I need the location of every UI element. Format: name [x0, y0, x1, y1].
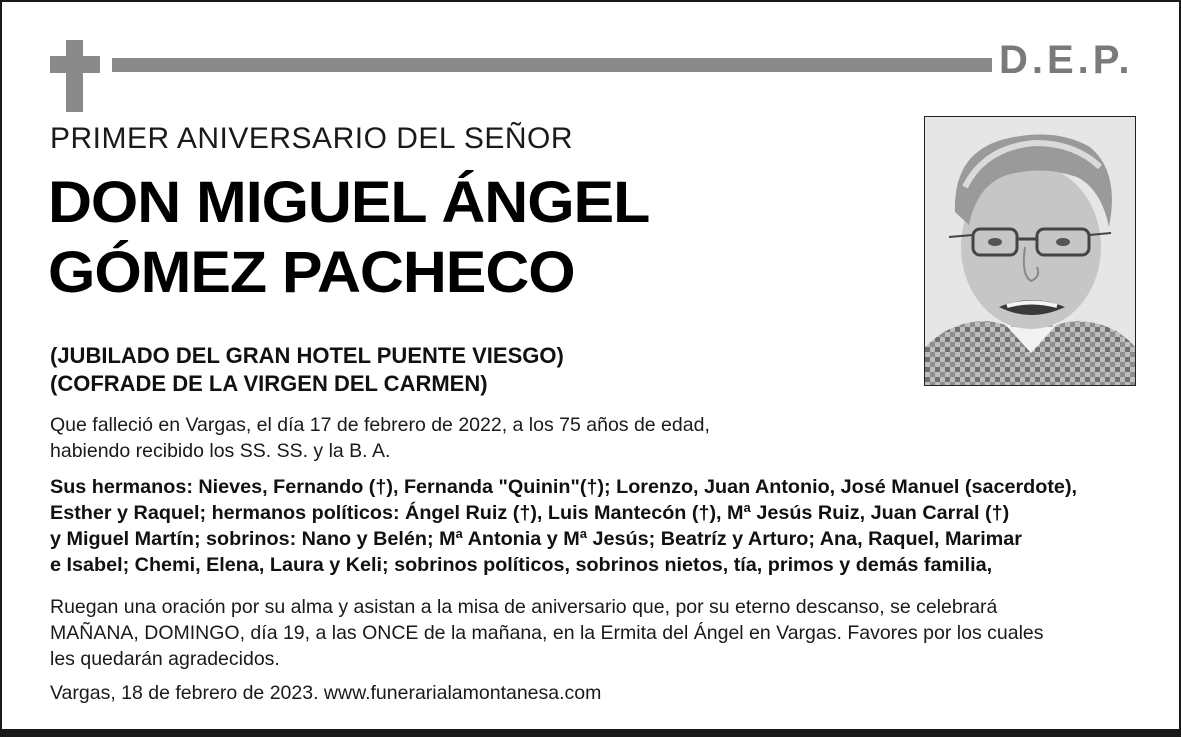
footer-line: Vargas, 18 de febrero de 2023. www.funerarialamontanesa.com [50, 682, 602, 704]
deceased-name [48, 168, 650, 308]
roles [50, 342, 564, 398]
role-line-1: (JUBILADO DEL GRAN HOTEL PUENTE VIESGO) [50, 343, 564, 368]
name-line-2: GÓMEZ PACHECO [48, 240, 575, 305]
family-line: e Isabel; Chemi, Elena, Laura y Keli; sobrinos políticos, sobrinos nietos, tía, primos y demás familia, [50, 554, 993, 576]
family-line: Esther y Raquel; hermanos políticos: Ángel Ruiz (†), Luis Mantecón (†), Mª Jesús Ruiz, Juan Carral (†) [50, 502, 1010, 524]
death-details [50, 412, 910, 464]
request-line: les quedarán agradecidos. [50, 648, 280, 670]
role-line-2: (COFRADE DE LA VIRGEN DEL CARMEN) [50, 371, 488, 396]
cross-icon [50, 40, 100, 112]
family-list [50, 474, 1140, 578]
family-line: y Miguel Martín; sobrinos: Nano y Belén; Mª Antonia y Mª Jesús; Beatríz y Arturo; Ana, Raquel, Marimar [50, 528, 1022, 550]
dep-label: D.E.P. [999, 38, 1134, 82]
mass-request [50, 594, 1150, 672]
intro-line-2: habiendo recibido los SS. SS. y la B. A. [50, 440, 391, 462]
name-line-1: DON MIGUEL ÁNGEL [48, 170, 650, 235]
request-line: MAÑANA, DOMINGO, día 19, a las ONCE de la mañana, en la Ermita del Ángel en Vargas. Favores por los cuales [50, 622, 1044, 644]
family-line: Sus hermanos: Nieves, Fernando (†), Fernanda "Quinin"(†); Lorenzo, Juan Antonio, José Manuel (sacerdote), [50, 476, 1078, 498]
intro-line-1: Que falleció en Vargas, el día 17 de febrero de 2022, a los 75 años de edad, [50, 414, 710, 436]
portrait-photo [924, 116, 1136, 386]
portrait-illustration [925, 117, 1136, 386]
notice-subtitle: PRIMER ANIVERSARIO DEL SEÑOR [50, 122, 574, 155]
header-rule [112, 58, 992, 72]
request-line: Ruegan una oración por su alma y asistan a la misa de aniversario que, por su eterno descanso, se celebrará [50, 596, 998, 618]
